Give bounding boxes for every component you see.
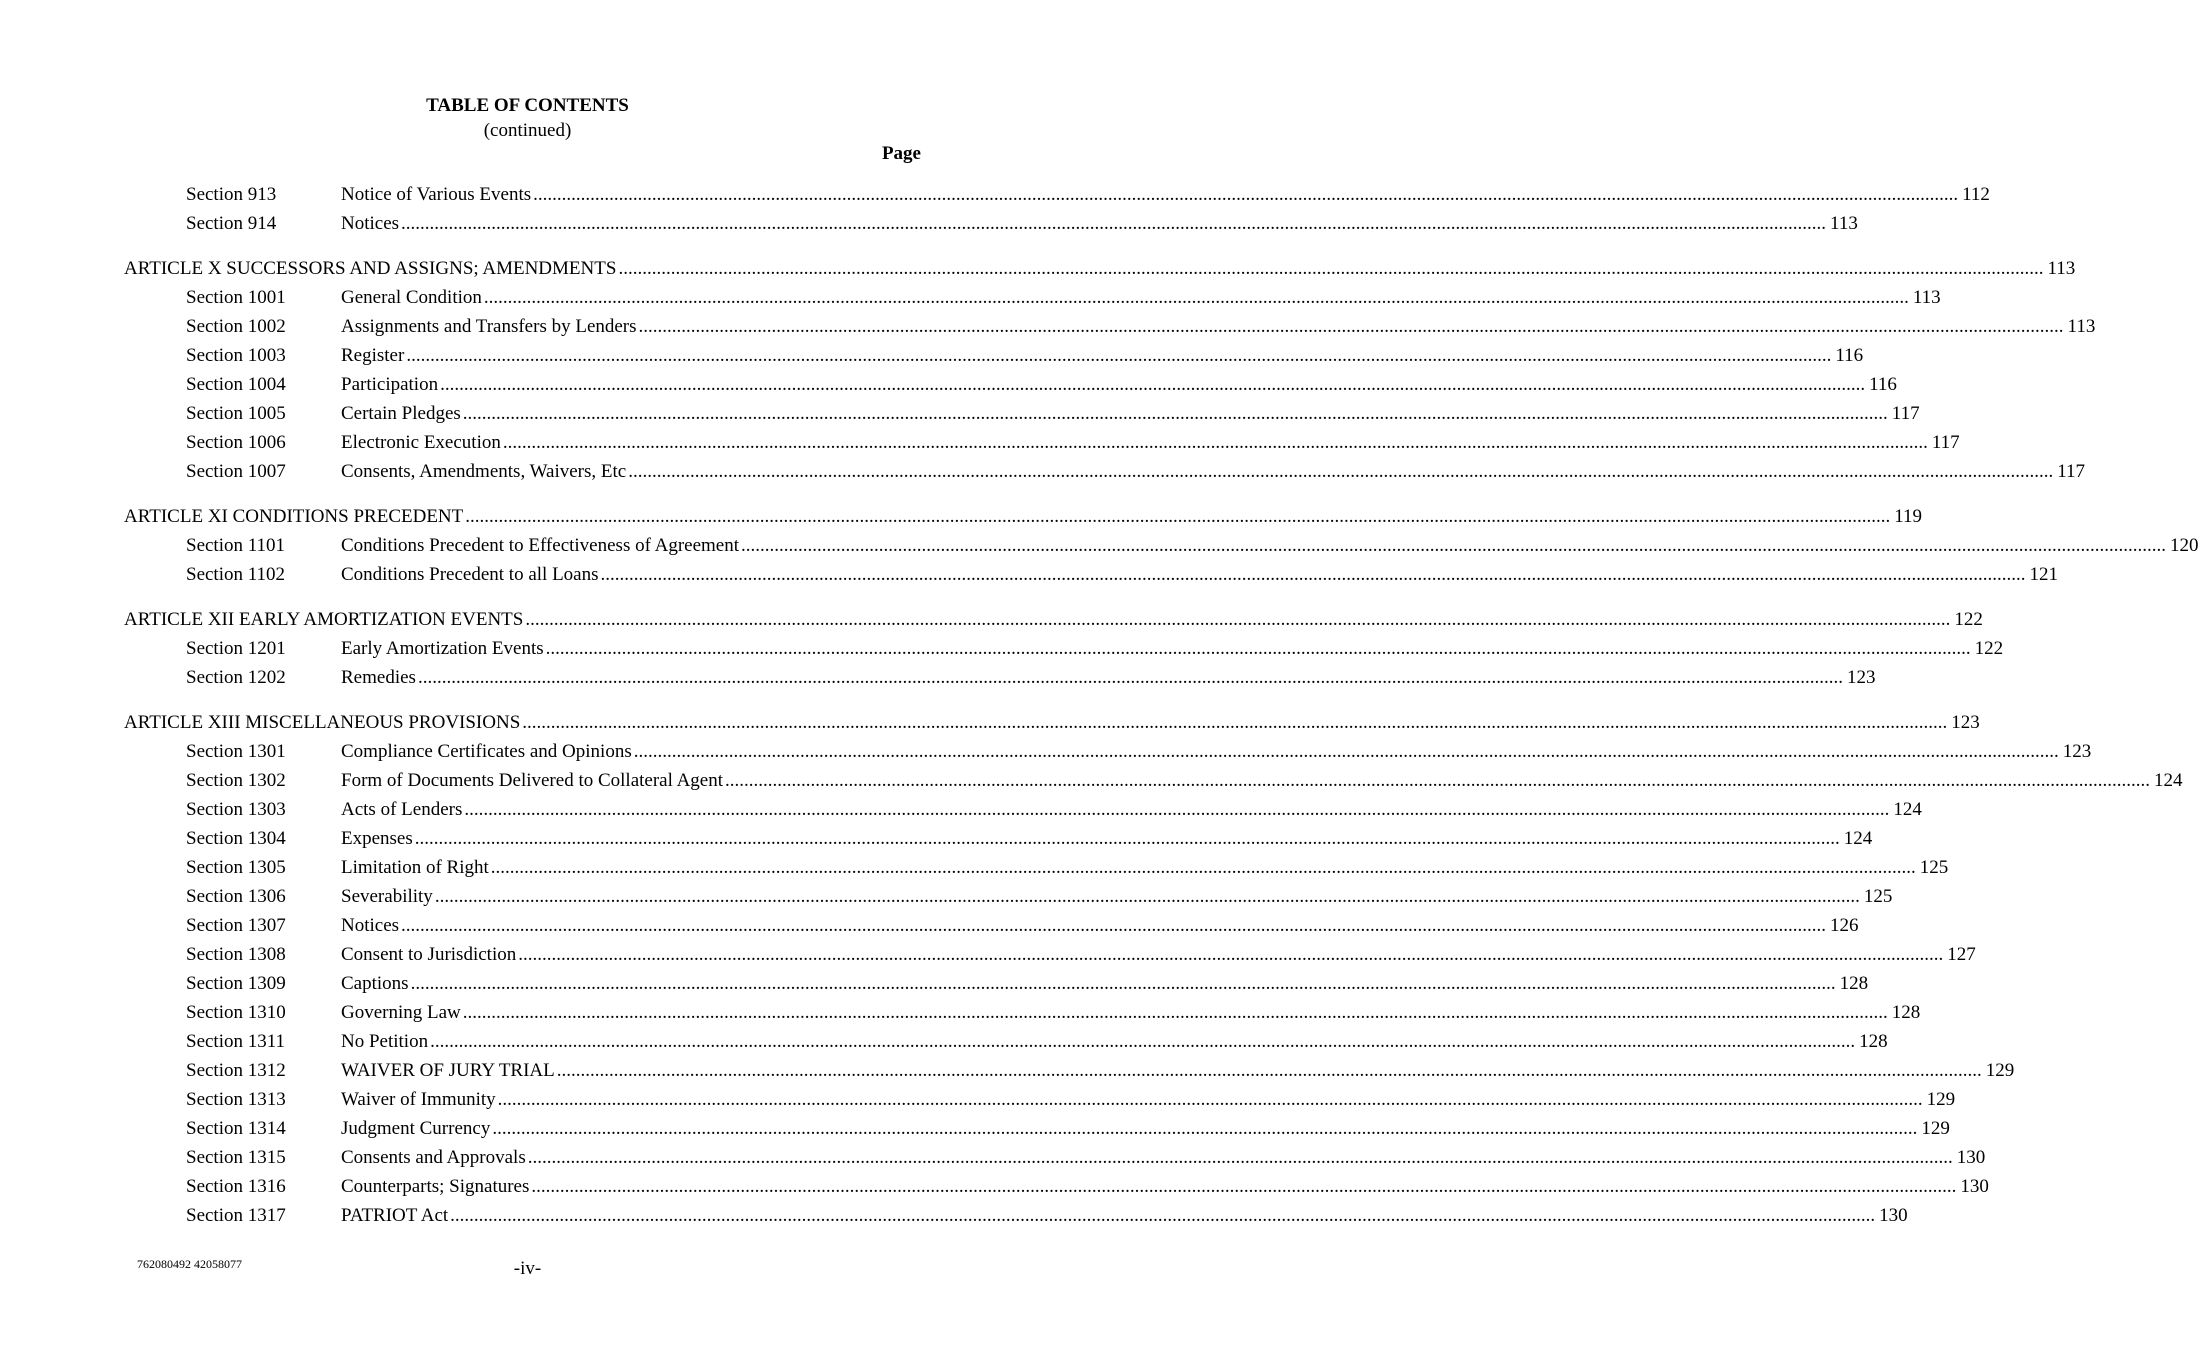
page-ref: 130	[1875, 1201, 1908, 1230]
dot-leader: ............................................................................................................................................................................................................................................................................................................	[406, 345, 1832, 366]
section-title: Assignments and Transfers by Lenders	[341, 312, 639, 341]
section-number: Section 1202	[186, 667, 286, 688]
section-number: Section 1201	[186, 638, 286, 659]
page-ref: 112	[1958, 180, 1990, 209]
toc-section-entry[interactable]	[124, 911, 1859, 940]
section-title: Limitation of Right	[341, 853, 491, 882]
toc-section-entry[interactable]	[124, 1027, 1888, 1056]
section-number: Section 1302	[186, 770, 286, 791]
toc-article-entry[interactable]	[124, 254, 2076, 283]
toc-section-entry[interactable]	[124, 283, 1941, 312]
section-title: Consent to Jurisdiction	[341, 940, 518, 969]
dot-leader: ............................................................................................................................................................................................................................................................................................................	[725, 770, 2151, 791]
page-ref: 116	[1865, 370, 1897, 399]
page-ref: 129	[1982, 1056, 2015, 1085]
toc-section-entry[interactable]	[124, 209, 1858, 238]
section-title: Expenses	[341, 824, 415, 853]
section-number: Section 1311	[186, 1031, 286, 1052]
page-ref: 123	[1843, 663, 1876, 692]
toc-section-entry[interactable]	[124, 1172, 1989, 1201]
dot-leader: ............................................................................................................................................................................................................................................................................................................	[464, 799, 1890, 820]
dot-leader: ............................................................................................................................................................................................................................................................................................................	[633, 741, 2059, 762]
page-ref: 123	[1947, 708, 1980, 737]
toc-section-entry[interactable]	[124, 1201, 1908, 1230]
section-title: Governing Law	[341, 998, 463, 1027]
section-number: Section 1101	[186, 535, 286, 556]
toc-section-entry[interactable]	[124, 969, 1869, 998]
toc-section-entry[interactable]	[124, 824, 1873, 853]
article-title: ARTICLE XII EARLY AMORTIZATION EVENTS	[124, 605, 525, 634]
dot-leader: ............................................................................................................................................................................................................................................................................................................	[462, 1002, 1888, 1023]
dot-leader: ............................................................................................................................................................................................................................................................................................................	[638, 316, 2064, 337]
dot-leader: ............................................................................................................................................................................................................................................................................................................	[417, 667, 1843, 688]
section-number: Section 914	[186, 213, 277, 234]
dot-leader: ............................................................................................................................................................................................................................................................................................................	[525, 609, 1951, 630]
toc-section-entry[interactable]	[124, 180, 1990, 209]
page-ref: 117	[1888, 399, 1920, 428]
page-ref: 117	[1928, 428, 1960, 457]
section-title: Captions	[341, 969, 411, 998]
page-ref: 129	[1917, 1114, 1950, 1143]
section-number: Section 1309	[186, 973, 286, 994]
toc-section-entry[interactable]	[124, 457, 2085, 486]
toc-section-entry[interactable]	[124, 370, 1897, 399]
page-ref: 128	[1855, 1027, 1888, 1056]
section-number: Section 1308	[186, 944, 286, 965]
dot-leader: ............................................................................................................................................................................................................................................................................................................	[527, 1147, 1953, 1168]
dot-leader: ............................................................................................................................................................................................................................................................................................................	[741, 535, 2167, 556]
page-ref: 113	[1909, 283, 1941, 312]
section-number: Section 1007	[186, 461, 286, 482]
section-title: Compliance Certificates and Opinions	[341, 737, 634, 766]
dot-leader: ............................................................................................................................................................................................................................................................................................................	[628, 461, 2054, 482]
section-title: Participation	[341, 370, 440, 399]
page-ref: 125	[1860, 882, 1893, 911]
toc-section-entry[interactable]	[124, 1085, 1956, 1114]
section-title: Judgment Currency	[341, 1114, 492, 1143]
page-ref: 124	[2150, 766, 2183, 795]
dot-leader: ............................................................................................................................................................................................................................................................................................................	[618, 258, 2044, 279]
section-title: WAIVER OF JURY TRIAL	[341, 1056, 557, 1085]
section-title: Notice of Various Events	[341, 180, 533, 209]
page-ref: 121	[2026, 560, 2059, 589]
section-title: Counterparts; Signatures	[341, 1172, 531, 1201]
page-ref: 120	[2166, 531, 2199, 560]
page-ref: 113	[1826, 209, 1858, 238]
page-ref: 113	[2064, 312, 2096, 341]
toc-section-entry[interactable]	[124, 1143, 1986, 1172]
dot-leader: ............................................................................................................................................................................................................................................................................................................	[502, 432, 1928, 453]
section-title: No Petition	[341, 1027, 430, 1056]
toc-article-entry[interactable]	[124, 605, 1983, 634]
section-number: Section 1102	[186, 564, 286, 585]
dot-leader: ............................................................................................................................................................................................................................................................................................................	[440, 374, 1866, 395]
article-title: ARTICLE XI CONDITIONS PRECEDENT	[124, 502, 465, 531]
page-ref: 122	[1950, 605, 1983, 634]
dot-leader: ............................................................................................................................................................................................................................................................................................................	[414, 828, 1840, 849]
section-title: Conditions Precedent to all Loans	[341, 560, 601, 589]
page-ref: 119	[1890, 502, 1922, 531]
section-number: Section 1305	[186, 857, 286, 878]
dot-leader: ............................................................................................................................................................................................................................................................................................................	[492, 1118, 1918, 1139]
toc-section-entry[interactable]	[124, 998, 1921, 1027]
page-ref: 123	[2059, 737, 2092, 766]
dot-leader: ............................................................................................................................................................................................................................................................................................................	[434, 886, 1860, 907]
toc-section-entry[interactable]	[124, 312, 2096, 341]
dot-leader: ............................................................................................................................................................................................................................................................................................................	[497, 1089, 1923, 1110]
dot-leader: ............................................................................................................................................................................................................................................................................................................	[490, 857, 1916, 878]
toc-section-entry[interactable]	[124, 766, 2183, 795]
dot-leader: ............................................................................................................................................................................................................................................................................................................	[483, 287, 1909, 308]
dot-leader: ............................................................................................................................................................................................................................................................................................................	[465, 506, 1891, 527]
section-number: Section 1004	[186, 374, 286, 395]
toc-article-entry[interactable]	[124, 708, 1980, 737]
toc-section-entry[interactable]	[124, 1056, 2015, 1085]
section-title: PATRIOT Act	[341, 1201, 450, 1230]
section-title: Remedies	[341, 663, 418, 692]
section-number: Section 1001	[186, 287, 286, 308]
section-title: Severability	[341, 882, 435, 911]
section-title: General Condition	[341, 283, 484, 312]
toc-section-entry[interactable]	[124, 940, 1976, 969]
page-ref: 116	[1831, 341, 1863, 370]
dot-leader: ............................................................................................................................................................................................................................................................................................................	[518, 944, 1944, 965]
section-number: Section 1006	[186, 432, 286, 453]
dot-leader: ............................................................................................................................................................................................................................................................................................................	[401, 915, 1827, 936]
page-ref: 127	[1943, 940, 1976, 969]
article-title: ARTICLE X SUCCESSORS AND ASSIGNS; AMENDMENTS	[124, 254, 618, 283]
page-ref: 124	[1840, 824, 1873, 853]
article-title: ARTICLE XIII MISCELLANEOUS PROVISIONS	[124, 708, 522, 737]
section-title: Conditions Precedent to Effectiveness of Agreement	[341, 531, 741, 560]
section-number: Section 1303	[186, 799, 286, 820]
page-ref: 128	[1888, 998, 1921, 1027]
section-number: Section 1003	[186, 345, 286, 366]
dot-leader: ............................................................................................................................................................................................................................................................................................................	[450, 1205, 1876, 1226]
section-number: Section 1312	[186, 1060, 286, 1081]
section-title: Notices	[341, 209, 401, 238]
section-number: Section 1314	[186, 1118, 286, 1139]
toc-section-entry[interactable]	[124, 399, 1920, 428]
section-title: Early Amortization Events	[341, 634, 546, 663]
toc-section-entry[interactable]	[124, 341, 1864, 370]
page-ref: 113	[2043, 254, 2075, 283]
toc-title: TABLE OF CONTENTS	[426, 95, 629, 116]
page-ref: 129	[1923, 1085, 1956, 1114]
document-id: 762080492 42058077	[137, 1257, 242, 1271]
toc-section-entry[interactable]	[124, 634, 2004, 663]
toc-list	[124, 180, 2199, 1230]
toc-section-entry[interactable]	[124, 531, 2199, 560]
dot-leader: ............................................................................................................................................................................................................................................................................................................	[462, 403, 1888, 424]
section-number: Section 1307	[186, 915, 286, 936]
section-number: Section 1306	[186, 886, 286, 907]
dot-leader: ............................................................................................................................................................................................................................................................................................................	[522, 712, 1948, 733]
section-title: Certain Pledges	[341, 399, 463, 428]
section-number: Section 1304	[186, 828, 286, 849]
toc-section-entry[interactable]	[124, 1114, 1950, 1143]
section-title: Register	[341, 341, 406, 370]
page-ref: 130	[1953, 1143, 1986, 1172]
section-number: Section 1005	[186, 403, 286, 424]
dot-leader: ............................................................................................................................................................................................................................................................................................................	[600, 564, 2026, 585]
page-ref: 122	[1971, 634, 2004, 663]
toc-section-entry[interactable]	[124, 882, 1893, 911]
section-number: Section 1301	[186, 741, 286, 762]
section-title: Electronic Execution	[341, 428, 503, 457]
page-ref: 124	[1889, 795, 1922, 824]
dot-leader: ............................................................................................................................................................................................................................................................................................................	[545, 638, 1971, 659]
section-title: Waiver of Immunity	[341, 1085, 498, 1114]
section-title: Form of Documents Delivered to Collateral Agent	[341, 766, 725, 795]
page-ref: 130	[1956, 1172, 1989, 1201]
dot-leader: ............................................................................................................................................................................................................................................................................................................	[533, 184, 1959, 205]
dot-leader: ............................................................................................................................................................................................................................................................................................................	[430, 1031, 1856, 1052]
section-title: Notices	[341, 911, 401, 940]
section-number: Section 1315	[186, 1147, 286, 1168]
dot-leader: ............................................................................................................................................................................................................................................................................................................	[410, 973, 1836, 994]
toc-section-entry[interactable]	[124, 795, 1922, 824]
toc-subtitle: (continued)	[483, 120, 572, 141]
section-number: Section 913	[186, 184, 277, 205]
toc-section-entry[interactable]	[124, 737, 2092, 766]
section-number: Section 1002	[186, 316, 286, 337]
section-title: Acts of Lenders	[341, 795, 464, 824]
toc-section-entry[interactable]	[124, 853, 1949, 882]
dot-leader: ............................................................................................................................................................................................................................................................................................................	[401, 213, 1827, 234]
toc-section-entry[interactable]	[124, 560, 2059, 589]
section-number: Section 1317	[186, 1205, 286, 1226]
page-column-header: Page	[881, 143, 921, 164]
section-title: Consents, Amendments, Waivers, Etc	[341, 457, 628, 486]
section-title: Consents and Approvals	[341, 1143, 528, 1172]
dot-leader: ............................................................................................................................................................................................................................................................................................................	[556, 1060, 1982, 1081]
section-number: Section 1316	[186, 1176, 286, 1197]
page-ref: 128	[1836, 969, 1869, 998]
section-number: Section 1313	[186, 1089, 286, 1110]
page-ref: 126	[1826, 911, 1859, 940]
toc-section-entry[interactable]	[124, 428, 1960, 457]
toc-article-entry[interactable]	[124, 502, 1923, 531]
toc-section-entry[interactable]	[124, 663, 1876, 692]
page-ref: 117	[2053, 457, 2085, 486]
page-number: -iv-	[513, 1258, 542, 1279]
section-number: Section 1310	[186, 1002, 286, 1023]
dot-leader: ............................................................................................................................................................................................................................................................................................................	[531, 1176, 1957, 1197]
page-ref: 125	[1916, 853, 1949, 882]
